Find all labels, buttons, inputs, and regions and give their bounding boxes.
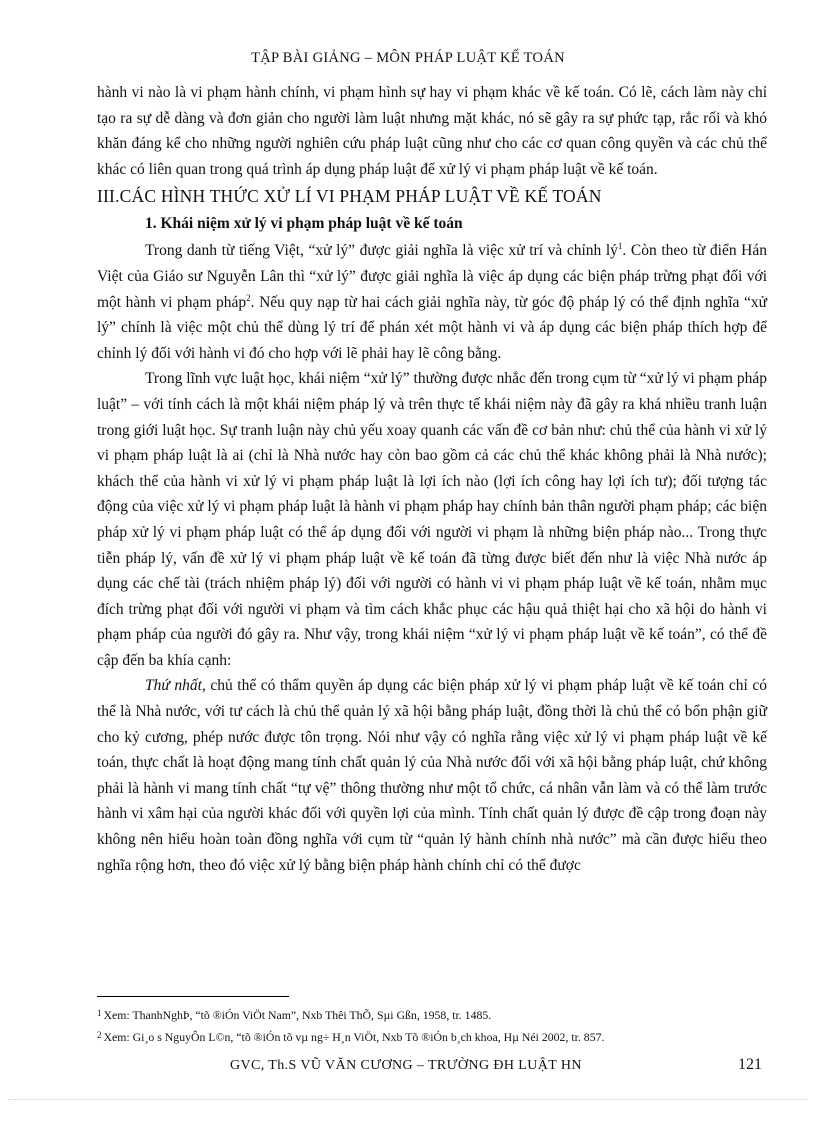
running-header: TẬP BÀI GIẢNG – MÔN PHÁP LUẬT KẾ TOÁN bbox=[251, 50, 565, 66]
footnote-ref-1: 1 bbox=[617, 241, 623, 252]
footnote-item bbox=[97, 1003, 767, 1025]
footnote-item bbox=[97, 1025, 767, 1047]
footnote-ref-2: 2 bbox=[246, 292, 251, 303]
paragraph-definition-part1: Trong danh từ tiếng Việt, “xử lý” được giải nghĩa là việc xử trí và chỉnh lý bbox=[145, 242, 618, 260]
body-text bbox=[97, 80, 767, 878]
section-heading: III.CÁC HÌNH THỨC XỬ LÍ VI PHẠM PHÁP LUẬT VỀ KẾ TOÁN bbox=[97, 186, 602, 207]
paragraph-definition-part2: . Còn theo từ điển Hán Việt của Giáo sư Nguyễn Lân thì “xử lý” được giải nghĩa là việc áp dụng các biện pháp trừng phạt đối với một hành vi phạm pháp bbox=[97, 242, 767, 311]
paragraph-first-aspect bbox=[97, 673, 767, 878]
footer-author: GVC, Th.S VŨ VĂN CƯƠNG – TRƯỜNG ĐH LUẬT HN bbox=[230, 1058, 582, 1073]
footnote-number: 1 bbox=[97, 1008, 102, 1018]
footnotes bbox=[97, 1003, 767, 1047]
sub-heading: 1. Khái niệm xử lý vi phạm pháp luật về kế toán bbox=[145, 215, 463, 233]
paragraph-definition bbox=[97, 238, 767, 366]
first-aspect-lead: Thứ nhất bbox=[145, 677, 202, 695]
first-aspect-text: , chủ thể có thẩm quyền áp dụng các biện pháp xử lý vi phạm pháp luật về kế toán chỉ có thể là Nhà nước, với tư cách là chủ thể quản lý xã hội bằng pháp luật, đồng thời là chủ thể có bổn phận giữ cho kỷ cương, phép nước được tôn trọng. Nói như vậy có nghĩa rằng việc xử lý vi phạm pháp luật về kế toán, thực chất là hoạt động mang tính chất quản lý của Nhà nước đối với xã hội bằng pháp luật, chứ không phải là hành vi mang tính chất “tự vệ” thông thường như một tổ chức, cá nhân vẫn làm và có thể làm trước hành vi xâm hại của người khác đối với quyền lợi của mình. Tính chất quản lý được đề cập trong đoạn này không nên hiểu hoàn toàn đồng nghĩa với cụm từ “quản lý hành chính nhà nước” mà cần được hiểu theo nghĩa rộng hơn, theo đó việc xử lý bằng biện pháp hành chính chỉ có thể được bbox=[97, 677, 767, 874]
footnote-text: Xem: Gi¸o s NguyÔn L©n, “tõ ®iÓn tõ vµ ng÷ H¸n ViÖt, Nxb Tõ ®iÓn b¸ch khoa, Hµ Néi 2002, tr. 857. bbox=[103, 1030, 605, 1044]
footnote-text: Xem: ThanhNghÞ, “tõ ®iÓn ViÖt Nam”, Nxb Thêi ThÕ, Sµi Gßn, 1958, tr. 1485. bbox=[103, 1008, 492, 1022]
footnote-divider bbox=[97, 996, 289, 997]
paragraph-intro: hành vi nào là vi phạm hành chính, vi phạm hình sự hay vi phạm khác về kế toán. Có lẽ, cách làm này chỉ tạo ra sự dễ dàng và đơn giản cho người làm luật nhưng mặt khác, nó sẽ gây ra sự phức tạp, rắc rối và khó khăn đáng kể cho những người nghiên cứu pháp luật cũng như cho các cơ quan công quyền và các chủ thể khác có liên quan trong quá trình áp dụng pháp luật để xử lý vi phạm pháp luật về kế toán. bbox=[97, 84, 767, 178]
footnote-number: 2 bbox=[97, 1030, 102, 1040]
page-bottom-dotted-line bbox=[8, 1099, 808, 1100]
paragraph-definition-part3: . Nếu quy nạp từ hai cách giải nghĩa này, từ góc độ pháp lý có thể định nghĩa “xử lý” chính là việc một chủ thể dùng lý trí để phán xét một hành vi và áp dụng các biện pháp thích hợp để chỉnh lý đối với hành vi đó cho hợp với lẽ phải hay lẽ công bằng. bbox=[97, 293, 767, 362]
paragraph-legal-field: Trong lĩnh vực luật học, khái niệm “xử lý” thường được nhắc đến trong cụm từ “xử lý vi phạm pháp luật” – với tính cách là một khái niệm pháp lý và trên thực tế khái niệm này đã gây ra khá nhiều tranh luận trong giới luật học. Sự tranh luận này chủ yếu xoay quanh các vấn đề cơ bản như: chủ thể của hành vi xử lý vi phạm pháp luật là ai (chỉ là Nhà nước hay còn bao gồm cả các chủ thể khác không phải là Nhà nước); khách thể của hành vi xử lý vi phạm pháp luật là lợi ích nào (lợi ích công hay lợi ích tư); đối tượng tác động của việc xử lý vi phạm pháp luật là hành vi phạm pháp hay chính bản thân người phạm pháp; các biện pháp xử lý vi phạm pháp luật có thể áp dụng đối với người vi phạm là những biện pháp nào... Trong thực tiễn pháp lý, vấn đề xử lý vi phạm pháp luật về kế toán đã từng được biết đến như là việc Nhà nước áp dụng các chế tài (trách nhiệm pháp lý) đối với người có hành vi vi phạm pháp luật về kế toán, nhằm mục đích trừng phạt đối với người vi phạm và tìm cách khắc phục các hậu quả thiệt hại cho xã hội do hành vi phạm pháp của người đó gây ra. Như vậy, trong khái niệm “xử lý vi phạm pháp luật về kế toán”, có thể đề cập đến ba khía cạnh: bbox=[97, 370, 767, 669]
page-number: 121 bbox=[738, 1056, 762, 1073]
